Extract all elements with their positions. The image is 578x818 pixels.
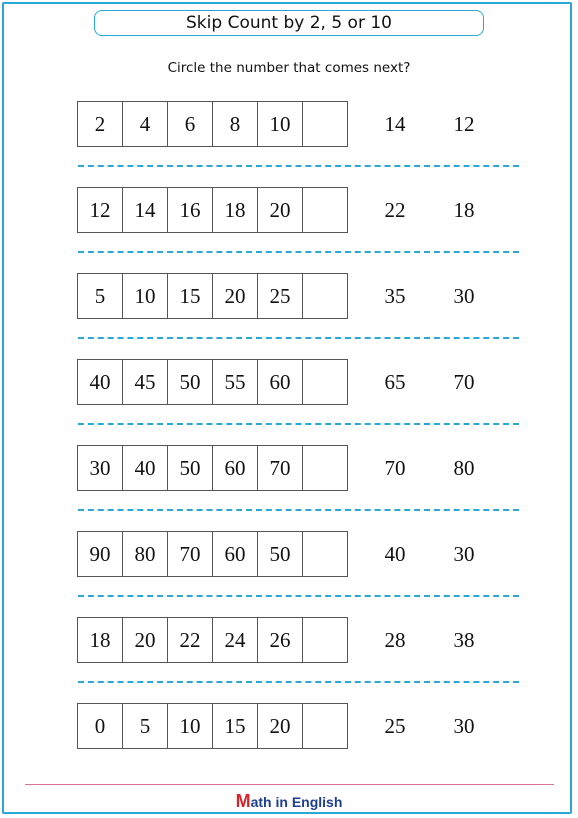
exercise-row-1 — [0, 101, 578, 147]
sequence-cell: 18 — [77, 617, 123, 663]
sequence-cell: 15 — [167, 273, 213, 319]
answer-option-a[interactable]: 25 — [384, 713, 406, 738]
answer-blank-box[interactable] — [302, 101, 348, 147]
answer-blank-box[interactable] — [302, 445, 348, 491]
sequence-cell: 90 — [77, 531, 123, 577]
answer-option-b[interactable]: 18 — [453, 197, 475, 222]
dashed-divider — [78, 595, 519, 597]
sequence-cell: 10 — [122, 273, 168, 319]
sequence-cell: 24 — [212, 617, 258, 663]
sequence-cell: 5 — [122, 703, 168, 749]
logo-letter: M — [235, 791, 251, 811]
dashed-divider — [78, 165, 519, 167]
exercise-row-6 — [0, 531, 578, 577]
exercise-row-4 — [0, 359, 578, 405]
answer-option-a[interactable]: 28 — [384, 627, 406, 652]
sequence-cell: 45 — [122, 359, 168, 405]
sequence-cell: 2 — [77, 101, 123, 147]
sequence-cell: 55 — [212, 359, 258, 405]
sequence-cell: 22 — [167, 617, 213, 663]
sequence-cell: 4 — [122, 101, 168, 147]
answer-blank-box[interactable] — [302, 531, 348, 577]
sequence-cell: 26 — [257, 617, 303, 663]
sequence-boxes — [77, 101, 348, 147]
sequence-cell: 60 — [257, 359, 303, 405]
dashed-divider — [78, 423, 519, 425]
sequence-cell: 8 — [212, 101, 258, 147]
sequence-cell: 70 — [167, 531, 213, 577]
sequence-cell: 0 — [77, 703, 123, 749]
sequence-cell: 30 — [77, 445, 123, 491]
answer-option-b[interactable]: 30 — [453, 283, 475, 308]
answer-option-b[interactable]: 30 — [453, 541, 475, 566]
exercise-row-3 — [0, 273, 578, 319]
dashed-divider — [78, 509, 519, 511]
exercise-row-2 — [0, 187, 578, 233]
answer-option-b[interactable]: 80 — [453, 455, 475, 480]
sequence-cell: 50 — [167, 445, 213, 491]
sequence-cell: 50 — [257, 531, 303, 577]
exercise-row-8 — [0, 703, 578, 749]
answer-option-b[interactable]: 70 — [453, 369, 475, 394]
answer-blank-box[interactable] — [302, 187, 348, 233]
sequence-cell: 12 — [77, 187, 123, 233]
exercise-row-7 — [0, 617, 578, 663]
sequence-boxes — [77, 445, 348, 491]
sequence-cell: 40 — [122, 445, 168, 491]
exercise-row-5 — [0, 445, 578, 491]
answer-option-b[interactable]: 30 — [453, 713, 475, 738]
sequence-boxes — [77, 273, 348, 319]
sequence-cell: 15 — [212, 703, 258, 749]
answer-blank-box[interactable] — [302, 273, 348, 319]
sequence-cell: 16 — [167, 187, 213, 233]
sequence-boxes — [77, 703, 348, 749]
answer-option-a[interactable]: 40 — [384, 541, 406, 566]
footer-divider — [25, 784, 554, 785]
answer-option-a[interactable]: 65 — [384, 369, 406, 394]
dashed-divider — [78, 337, 519, 339]
answer-blank-box[interactable] — [302, 617, 348, 663]
sequence-cell: 20 — [257, 703, 303, 749]
answer-option-a[interactable]: 70 — [384, 455, 406, 480]
sequence-boxes — [77, 187, 348, 233]
sequence-cell: 20 — [122, 617, 168, 663]
sequence-cell: 40 — [77, 359, 123, 405]
sequence-cell: 80 — [122, 531, 168, 577]
sequence-cell: 5 — [77, 273, 123, 319]
logo-text: ath in English — [250, 794, 343, 810]
sequence-boxes — [77, 617, 348, 663]
sequence-cell: 50 — [167, 359, 213, 405]
sequence-cell: 60 — [212, 445, 258, 491]
answer-option-a[interactable]: 14 — [384, 111, 406, 136]
answer-option-a[interactable]: 22 — [384, 197, 406, 222]
sequence-cell: 10 — [167, 703, 213, 749]
answer-option-b[interactable]: 12 — [453, 111, 475, 136]
answer-option-b[interactable]: 38 — [453, 627, 475, 652]
sequence-cell: 60 — [212, 531, 258, 577]
dashed-divider — [78, 681, 519, 683]
sequence-cell: 18 — [212, 187, 258, 233]
instruction-text: Circle the number that comes next? — [167, 60, 411, 76]
sequence-cell: 20 — [212, 273, 258, 319]
sequence-cell: 10 — [257, 101, 303, 147]
dashed-divider — [78, 251, 519, 253]
answer-blank-box[interactable] — [302, 703, 348, 749]
site-logo[interactable] — [0, 791, 578, 812]
sequence-cell: 6 — [167, 101, 213, 147]
sequence-cell: 25 — [257, 273, 303, 319]
sequence-cell: 14 — [122, 187, 168, 233]
answer-blank-box[interactable] — [302, 359, 348, 405]
sequence-cell: 20 — [257, 187, 303, 233]
sequence-boxes — [77, 359, 348, 405]
sequence-cell: 70 — [257, 445, 303, 491]
answer-option-a[interactable]: 35 — [384, 283, 406, 308]
sequence-boxes — [77, 531, 348, 577]
page-title: Skip Count by 2, 5 or 10 — [94, 10, 484, 36]
